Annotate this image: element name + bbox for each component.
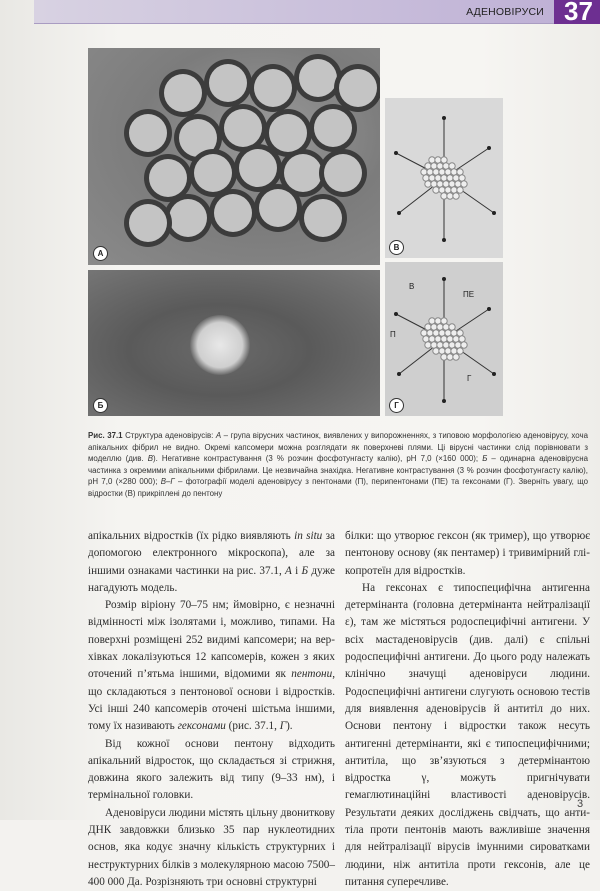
shape	[433, 348, 439, 354]
paragraph	[345, 580, 590, 891]
text-run: білки: що утворює гексон (як тример), що утворює пентонову основу (як пентамер) і тривимірний глікопротеїн для відростків.	[345, 530, 590, 577]
text-run: Від кожної основи пентону відходить апікальний відросток, що складається зі стрижня, довжина якого залежить від типу (9–33 нм), і термінальної головки.	[88, 737, 335, 802]
shape	[423, 175, 429, 181]
text-column-right	[345, 528, 590, 891]
shape	[487, 307, 491, 311]
shape	[239, 149, 277, 187]
shape	[194, 154, 232, 192]
shape	[451, 169, 457, 175]
shape	[441, 193, 447, 199]
italic-text: В–Г	[160, 477, 175, 486]
text-run: дуже нагадують модель.	[88, 564, 336, 594]
shape	[437, 163, 443, 169]
model-label-penton: П	[390, 330, 396, 339]
text-column-left	[88, 528, 335, 891]
shape	[394, 151, 398, 155]
shape	[429, 336, 435, 342]
shape	[459, 336, 465, 342]
shape	[492, 211, 496, 215]
shape	[164, 74, 202, 112]
shape	[455, 181, 461, 187]
italic-text: гексонами	[177, 720, 226, 733]
shape	[451, 348, 457, 354]
shape	[431, 342, 437, 348]
shape	[439, 169, 445, 175]
model-label-fiber: В	[409, 282, 415, 291]
shape	[451, 330, 457, 336]
figure-panel-b-micrograph	[88, 270, 380, 416]
text-run: апікальних відростків (їх рідко виявляють	[88, 530, 295, 542]
shape	[431, 181, 437, 187]
shape	[427, 169, 433, 175]
shape	[453, 193, 459, 199]
shape	[129, 114, 167, 152]
shape	[304, 199, 342, 237]
panel-label-b: Б	[93, 398, 108, 413]
shape	[442, 399, 446, 403]
shape	[324, 154, 362, 192]
shape	[169, 199, 207, 237]
shape	[431, 324, 437, 330]
shape	[445, 348, 451, 354]
shape	[442, 238, 446, 242]
shape	[453, 336, 459, 342]
shape	[492, 372, 496, 376]
running-header	[34, 0, 554, 24]
chapter-tab	[554, 0, 600, 24]
caption-label: Рис. 37.1	[88, 431, 123, 440]
shape	[433, 330, 439, 336]
italic-text: Г	[279, 720, 287, 733]
shape	[439, 187, 445, 193]
shape	[449, 163, 455, 169]
shape	[455, 342, 461, 348]
shape	[439, 330, 445, 336]
italic-text: пентони	[291, 668, 333, 681]
shape	[461, 181, 467, 187]
italic-text: Б	[482, 454, 488, 463]
shape	[443, 342, 449, 348]
shape	[435, 336, 441, 342]
shape	[453, 354, 459, 360]
panel-label-a: А	[93, 246, 108, 261]
shape	[435, 175, 441, 181]
shape	[269, 114, 307, 152]
shape	[459, 175, 465, 181]
text-run: ). Негативне контрастування (3 % розчин фосфотунгасту калію), pH 7,0 (×160 000);	[152, 454, 483, 463]
shape	[429, 318, 435, 324]
text-run: Структура аденовірусів:	[122, 431, 216, 440]
panel-label-v: В	[389, 240, 404, 255]
shape	[445, 187, 451, 193]
text-run: – група вірусних частинок, виявлених у випорожненнях, з типовою морфологією аденовірусу, хоча апікальних фібрил не видно. Окремі капсомери можна розглядати як поверхневі плями. Ці вірусні частинки слід порівнювати з моделлю (див.	[88, 431, 588, 463]
shape	[447, 175, 453, 181]
italic-text: В	[147, 454, 153, 463]
text-run: ).	[286, 720, 293, 733]
shape	[451, 187, 457, 193]
text-run: – фотографії моделі аденовірусу з пентонами (П), перипентонами (ПЕ) та гексонами (Г). Зверніть увагу, що відростки (В) прикріплені до пентону	[88, 477, 588, 498]
shape	[433, 187, 439, 193]
shape	[431, 163, 437, 169]
shape	[425, 163, 431, 169]
shape	[441, 318, 447, 324]
shape	[425, 181, 431, 187]
shape	[299, 59, 337, 97]
figure-panel-a-micrograph	[88, 48, 380, 265]
shape	[429, 157, 435, 163]
figure-panel-v-model	[385, 98, 503, 258]
italic-text: Б	[301, 564, 309, 577]
shape	[224, 109, 262, 147]
shape	[443, 324, 449, 330]
text-run: – одинарна аденовірусна частинка з окремими апікальними фібрилами. Це незвичайна знахідка. Негативне контрастування (3 % розчин фосфотунгасту калію), pH 7,0 (×280 000);	[88, 454, 589, 486]
caption-text	[88, 431, 588, 498]
text-run: На гексонах є типоспецифічна антигенна детермінанта (головна детермінанта нейтралізації ε), там же містяться родоспецифічні антигени. У всіх мастаденовірусів (див. далі) є спільні родоспецифічні антигени. До цього роду належать клінічно значущі аденовіруси людини. Родоспецифічні антигени слугують основою тестів для виявлення аденовірусів й антитіл до них. Основи пентону і відростки також несуть антигенні детермінанти, які є типоспецифічними; антитіла, що зв’язуються з детермінантою відростка γ, можуть пригнічувати гемаглютинаційні властивості аденовірусів. Результати деяких досліджень свідчать, що антитіла проти пентонів мають важливіше значення для нейтралізації вірусів імунними сироватками людини, ніж антитіла проти гексонів, але це питання суперечливе.	[345, 581, 590, 888]
shape	[284, 154, 322, 192]
text-run: за допомогою електронного мікроскопа), але за іншими ознаками частинки на рис. 37.1,	[88, 530, 335, 577]
shape	[447, 193, 453, 199]
shape	[442, 116, 446, 120]
virus-particles-image	[88, 48, 380, 265]
chapter-number: 37	[564, 0, 593, 26]
shape	[457, 187, 463, 193]
text-run: Розмір віріону 70–75 нм; ймовірно, є незначні відмінності між ізолятами і, можливо, типами. На поверхні розміщені 252 видимі капсомери; на верхівках локалізуються 12 капсомерів, кожен з яких оточений п’ятьма іншими, відомими як	[88, 599, 335, 681]
shape	[445, 330, 451, 336]
shape	[449, 342, 455, 348]
shape	[427, 330, 433, 336]
shape	[435, 157, 441, 163]
shape	[421, 169, 427, 175]
adenovirus-model-image	[385, 98, 503, 258]
shape	[487, 146, 491, 150]
figure-caption	[88, 430, 588, 499]
shape	[437, 181, 443, 187]
italic-text: in situ	[294, 530, 323, 542]
italic-text: А	[285, 564, 292, 577]
shape	[441, 354, 447, 360]
shape	[397, 211, 401, 215]
shape	[435, 318, 441, 324]
shape	[441, 157, 447, 163]
text-run: Аденовіруси людини містять цільну двониткову ДНК завдовжки близько 35 пар нуклеотидних основ, яка кодує значну кількість структурних і неструктурних білків з молекулярною масою 7500–400 000 Да. Розрізняють три основні структурні	[88, 806, 335, 888]
shape	[439, 348, 445, 354]
shape	[423, 336, 429, 342]
shape	[457, 348, 463, 354]
italic-text: А	[215, 431, 222, 440]
shape	[442, 277, 446, 281]
shape	[254, 69, 292, 107]
model-label-peripenton: ПЕ	[463, 290, 475, 299]
page-number: 3	[577, 798, 584, 810]
shape	[445, 169, 451, 175]
figure-panel-g-model	[385, 262, 503, 416]
shape	[209, 64, 247, 102]
shape	[457, 330, 463, 336]
shape	[457, 169, 463, 175]
shape	[149, 159, 187, 197]
shape	[429, 175, 435, 181]
paragraph	[88, 736, 335, 805]
text-run: , що складаються з пентонової основи і відростків. Усі інші 240 капсомерів оточені шістьма іншими, тому їх називають	[88, 668, 335, 733]
shape	[447, 354, 453, 360]
shape	[425, 342, 431, 348]
shape	[394, 312, 398, 316]
model-label-hexon: Г	[467, 374, 472, 383]
panel-label-g: Г	[389, 398, 404, 413]
section-title: АДЕНОВІРУСИ	[466, 6, 544, 18]
shape	[437, 342, 443, 348]
shape	[441, 336, 447, 342]
shape	[443, 181, 449, 187]
shape	[447, 336, 453, 342]
paragraph	[345, 528, 590, 580]
shape	[449, 181, 455, 187]
shape	[339, 69, 377, 107]
shape	[314, 109, 352, 147]
paragraph	[88, 528, 335, 597]
shape	[397, 372, 401, 376]
shape	[441, 175, 447, 181]
shape	[425, 324, 431, 330]
labeled-adenovirus-model-image	[385, 262, 503, 416]
shape	[259, 189, 297, 227]
text-run: (рис. 37.1,	[225, 720, 280, 733]
text-run: і	[291, 564, 302, 577]
shape	[214, 194, 252, 232]
single-virus-particle-image	[88, 270, 380, 416]
shape	[433, 169, 439, 175]
shape	[437, 324, 443, 330]
shape	[421, 330, 427, 336]
shape	[443, 163, 449, 169]
shape	[449, 324, 455, 330]
shape	[461, 342, 467, 348]
shape	[129, 204, 167, 242]
shape	[453, 175, 459, 181]
paragraph	[88, 805, 335, 891]
paragraph	[88, 597, 335, 735]
